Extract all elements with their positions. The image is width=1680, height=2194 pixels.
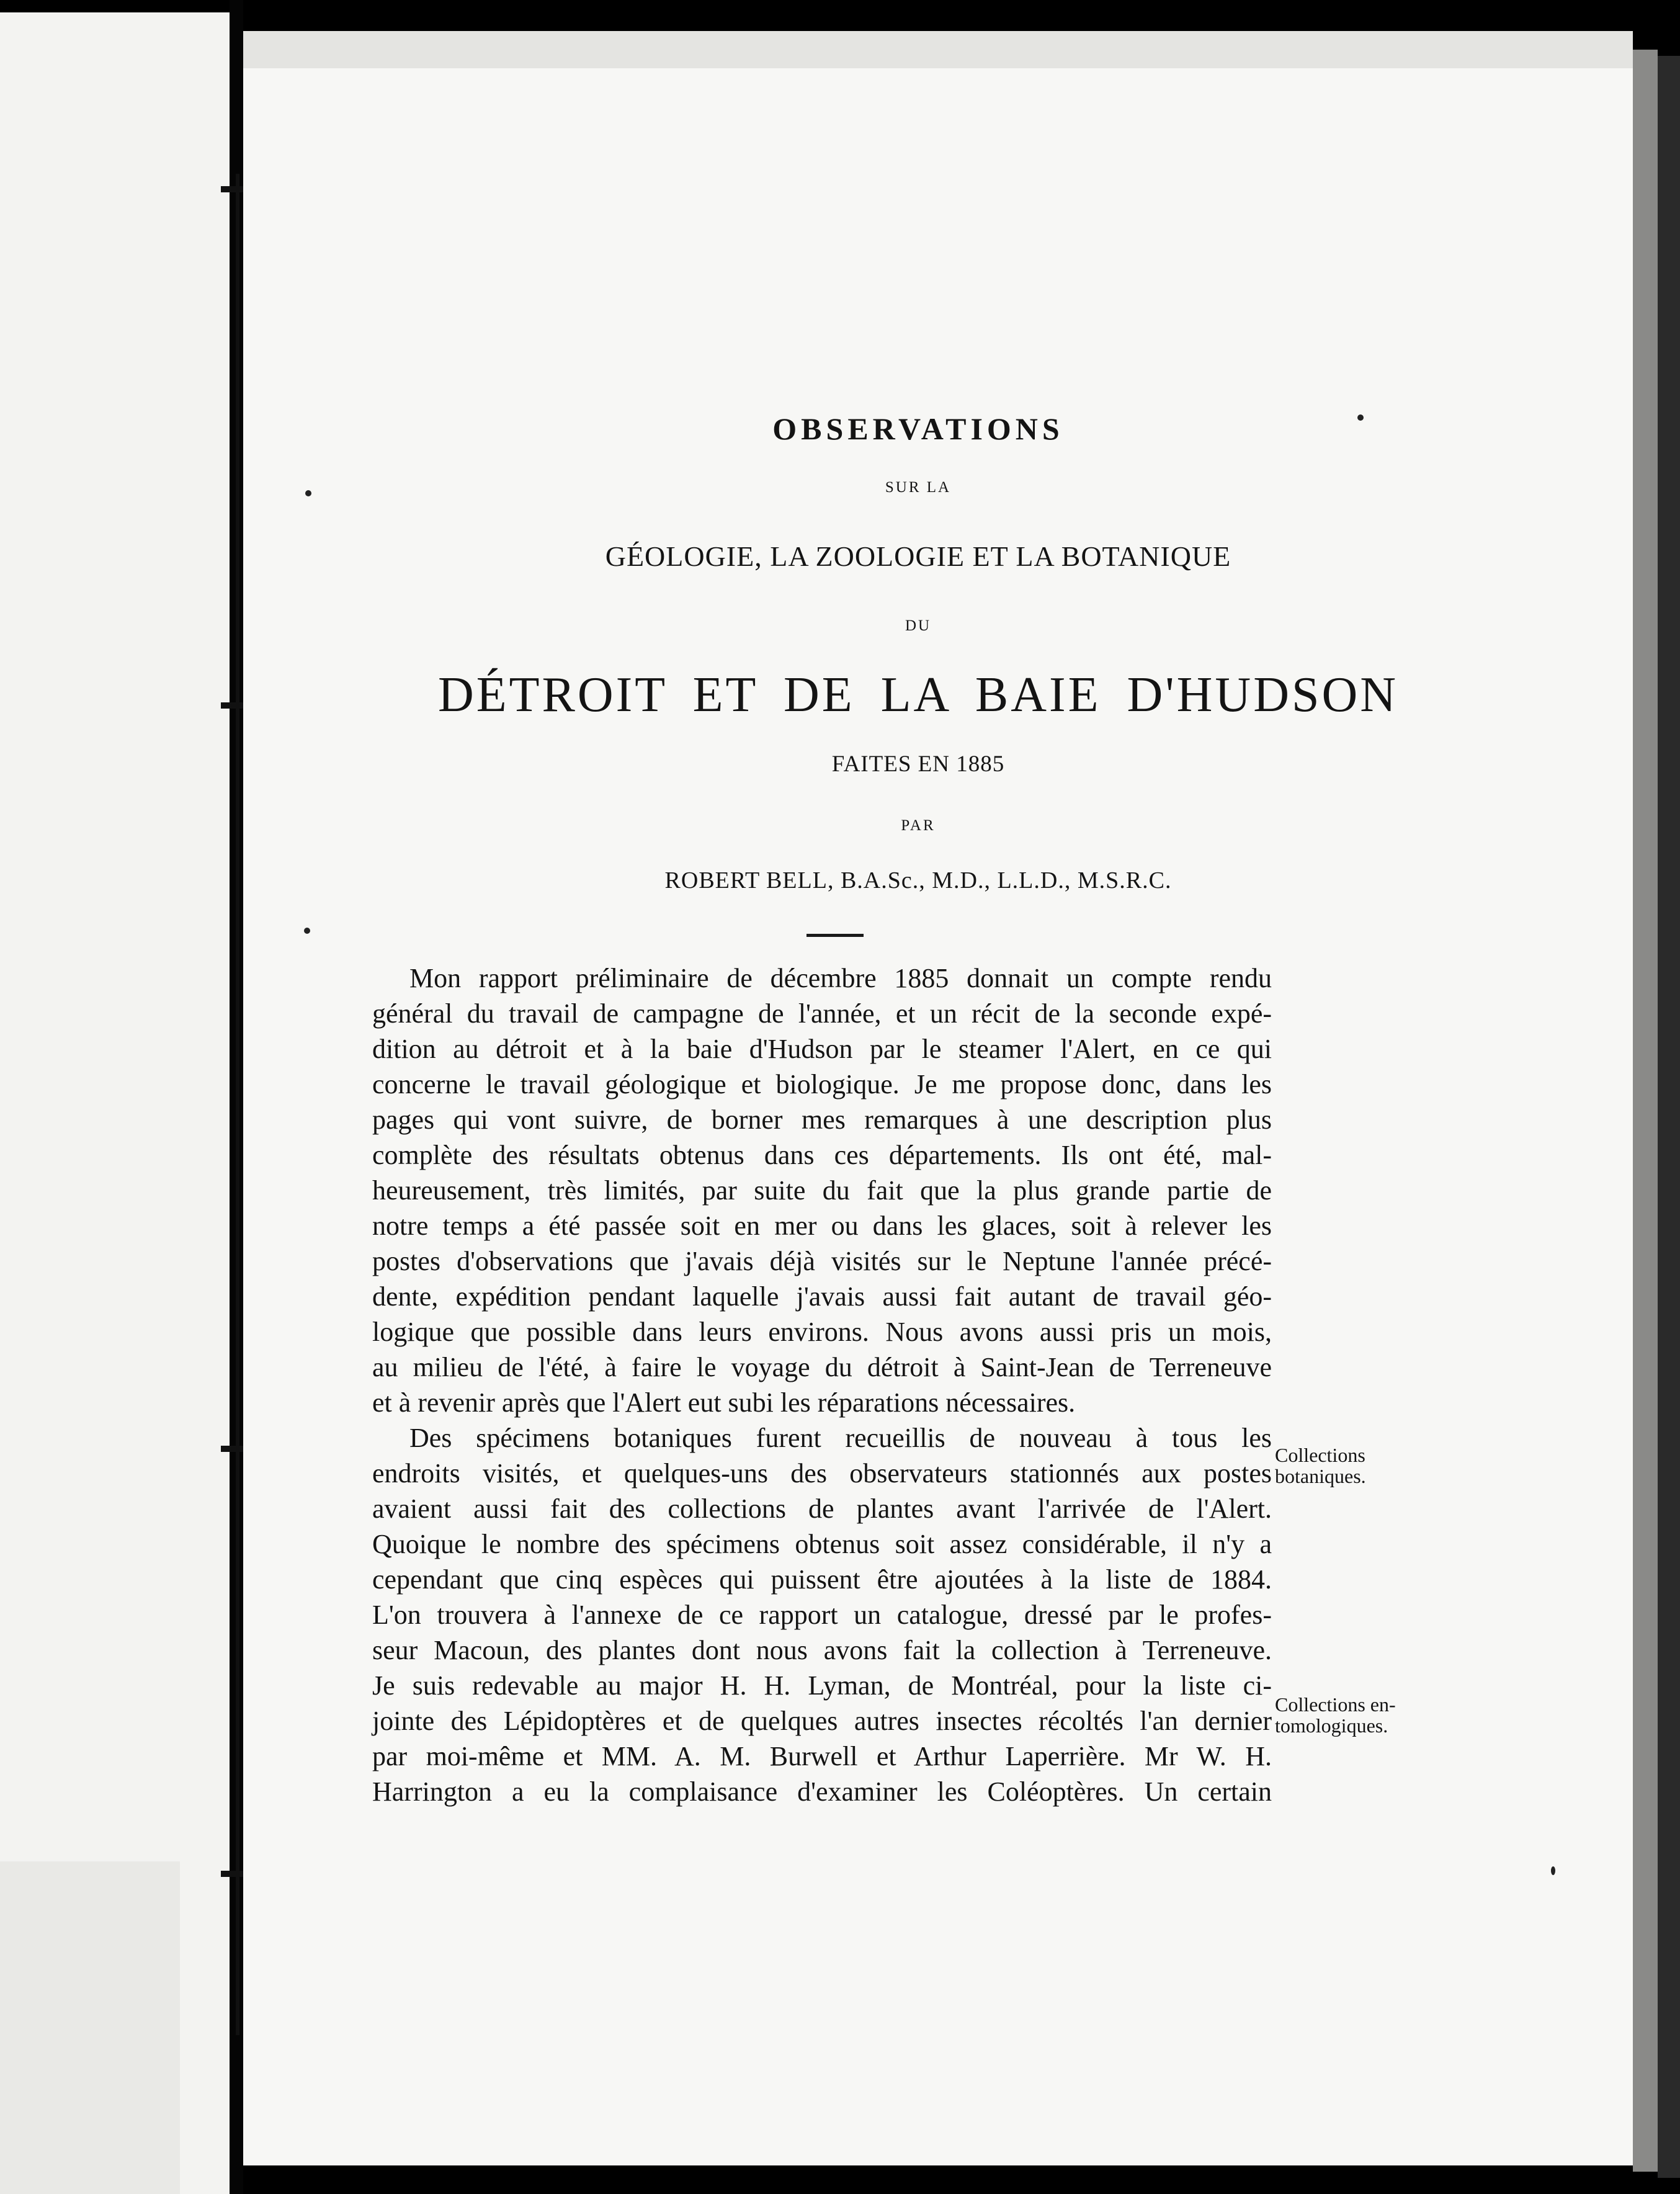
ink-speck	[304, 928, 310, 934]
left-page-edge	[0, 1861, 180, 2194]
text-line: dition au détroit et à la baie d'Hudson par le steamer l'Alert, en ce qui	[372, 1034, 1272, 1064]
text-line: heureusement, très limités, par suite du fait que la plus grande partie de	[372, 1175, 1272, 1206]
body-text	[372, 960, 1272, 1809]
title-connector-par: PAR	[901, 817, 936, 834]
margin-note-line: Collections en-	[1275, 1693, 1396, 1716]
text-line: dente, expédition pendant laquelle j'avais aussi fait autant de travail géo-	[372, 1281, 1272, 1312]
text-line: Je suis redevable au major H. H. Lyman, de Montréal, pour la liste ci-	[372, 1670, 1272, 1701]
text-line: Harrington a eu la complaisance d'examiner les Coléoptères. Un certain	[372, 1776, 1272, 1807]
text-line: L'on trouvera à l'annexe de ce rapport un catalogue, dressé par le profes-	[372, 1600, 1272, 1630]
title-rule	[806, 934, 864, 937]
text-line: postes d'observations que j'avais déjà visités sur le Neptune l'année précé-	[372, 1246, 1272, 1276]
text-line: jointe des Lépidoptères et de quelques autres insectes récoltés l'an dernier	[372, 1706, 1272, 1736]
title-connector-du: DU	[905, 617, 932, 634]
margin-note-line: tomologiques.	[1275, 1714, 1388, 1737]
text-line: par moi-même et MM. A. M. Burwell et Arthur Laperrière. Mr W. H.	[372, 1741, 1272, 1771]
title-connector-sur-la: SUR LA	[885, 479, 952, 496]
text-line: complète des résultats obtenus dans ces départements. Ils ont été, mal-	[372, 1140, 1272, 1170]
margin-note-line: Collections	[1275, 1444, 1365, 1466]
ink-speck	[1551, 1866, 1555, 1875]
page-right-edge	[1658, 56, 1680, 2178]
article-date-line: FAITES EN 1885	[831, 751, 1005, 777]
page-top-shade	[243, 31, 1633, 68]
text-line: Des spécimens botaniques furent recueillis de nouveau à tous les	[409, 1423, 1272, 1453]
text-line: pages qui vont suivre, de borner mes remarques à une description plus	[372, 1104, 1272, 1135]
text-line: seur Macoun, des plantes dont nous avons fait la collection à Terreneuve.	[372, 1635, 1272, 1665]
margin-note-entomological	[1275, 1694, 1396, 1736]
paragraph-2	[372, 1420, 1272, 1809]
text-line: Mon rapport préliminaire de décembre 1885 donnait un compte rendu	[409, 963, 1272, 993]
text-line: logique que possible dans leurs environs. Nous avons aussi pris un mois,	[372, 1317, 1272, 1347]
article-subtitle: GÉOLOGIE, LA ZOOLOGIE ET LA BOTANIQUE	[605, 540, 1231, 572]
text-line: avaient aussi fait des collections de plantes avant l'arrivée de l'Alert.	[372, 1493, 1272, 1524]
margin-note-line: botaniques.	[1275, 1465, 1366, 1487]
binding-stitch	[236, 174, 239, 2035]
margin-note-botanical	[1275, 1444, 1366, 1487]
text-line: au milieu de l'été, à faire le voyage du détroit à Saint-Jean de Terreneuve	[372, 1352, 1272, 1382]
paragraph-1	[372, 960, 1272, 1420]
article-main-title: DÉTROIT ET DE LA BAIE D'HUDSON	[437, 668, 1399, 722]
text-line: Quoique le nombre des spécimens obtenus soit assez considérable, il n'y a	[372, 1529, 1272, 1559]
text-line: notre temps a été passée soit en mer ou dans les glaces, soit à relever les	[372, 1211, 1272, 1241]
article-author: ROBERT BELL, B.A.Sc., M.D., L.L.D., M.S.R.C.	[664, 867, 1172, 893]
text-line: cependant que cinq espèces qui puissent être ajoutées à la liste de 1884.	[372, 1564, 1272, 1595]
text-line: et à revenir après que l'Alert eut subi les réparations nécessaires.	[372, 1387, 1076, 1418]
page-right-shadow	[1633, 50, 1658, 2172]
text-line: endroits visités, et quelques-uns des observateurs stationnés aux postes	[372, 1458, 1272, 1489]
text-line: général du travail de campagne de l'année, et un récit de la seconde expé-	[372, 998, 1272, 1029]
article-title: OBSERVATIONS	[772, 411, 1064, 446]
text-line: concerne le travail géologique et biologique. Je me propose donc, dans les	[372, 1069, 1272, 1099]
